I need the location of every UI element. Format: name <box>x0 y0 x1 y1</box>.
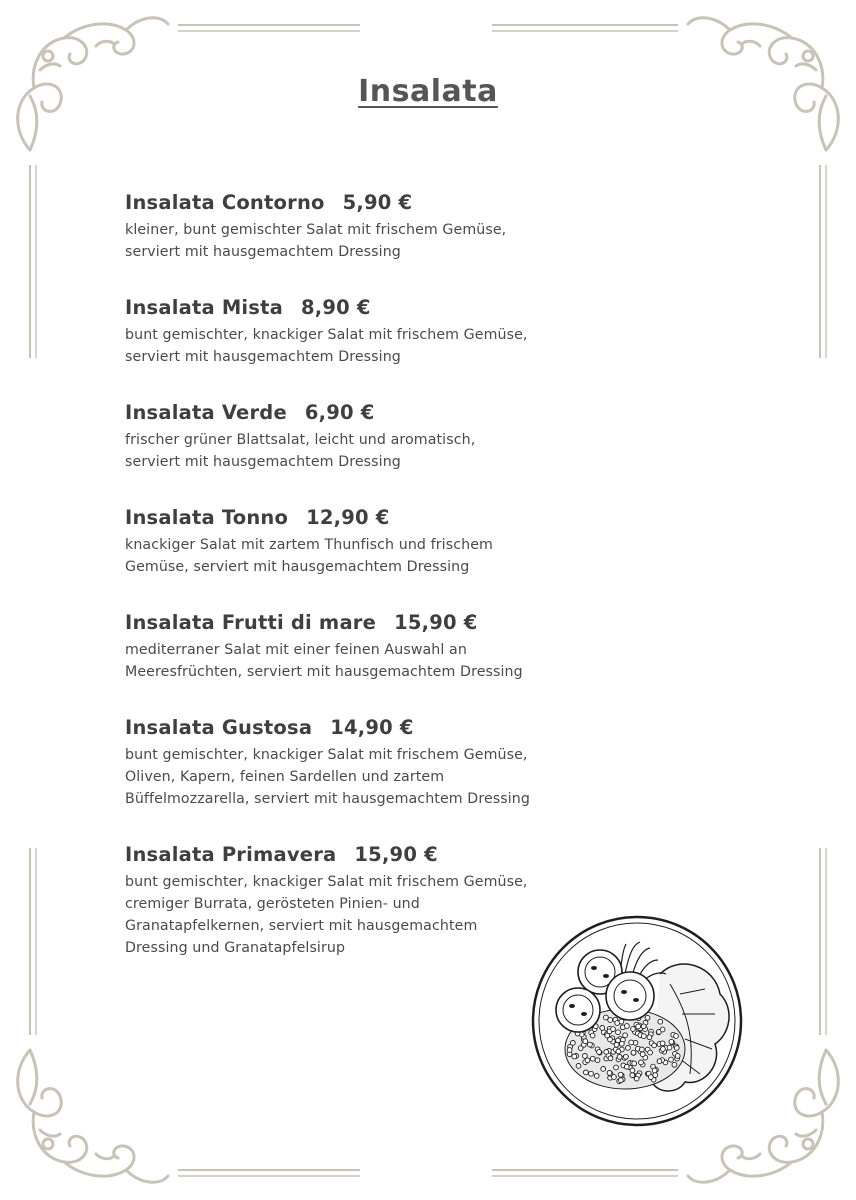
menu-item <box>125 503 585 578</box>
grain-dot <box>618 1072 623 1077</box>
menu-item-description <box>125 639 585 683</box>
grain-dot <box>608 1056 613 1061</box>
grain-dot <box>641 1024 646 1029</box>
grain-dot <box>576 1064 581 1069</box>
description-line: frischer grüner Blattsalat, leicht und aromatisch, <box>125 432 476 448</box>
grain-dot <box>623 1033 628 1038</box>
menu-item <box>125 840 585 959</box>
grain-dot <box>669 1057 674 1062</box>
grain-dot <box>588 1042 593 1047</box>
grain-dot <box>634 1076 639 1081</box>
grain-dot <box>616 1030 621 1035</box>
menu-item-name: Insalata Contorno <box>125 191 325 214</box>
grain-dot <box>597 1050 602 1055</box>
grain-dot <box>571 1041 576 1046</box>
grain-dot <box>624 1064 629 1069</box>
grain-dot <box>590 1056 595 1061</box>
description-line: serviert mit hausgemachtem Dressing <box>125 454 401 470</box>
grain-dot <box>595 1058 600 1063</box>
grain-dot <box>647 1035 652 1040</box>
grain-dot <box>658 1019 663 1024</box>
corner-ornament-bottom-left <box>18 1050 168 1182</box>
grain-dot <box>583 1054 588 1059</box>
menu-item <box>125 293 585 368</box>
grain-dot <box>675 1054 680 1059</box>
menu-item <box>125 713 585 810</box>
menu-item-description <box>125 534 585 578</box>
menu-item-name: Insalata Primavera <box>125 843 337 866</box>
grain-dot <box>661 1047 666 1052</box>
grain-dot <box>589 1071 594 1076</box>
grain-dot <box>652 1068 657 1073</box>
description-line: mediterraner Salat mit einer feinen Auswahl an <box>125 642 467 658</box>
description-line: Gemüse, serviert mit hausgemachtem Dressing <box>125 559 470 575</box>
menu-item-description <box>125 219 585 263</box>
description-line: Meeresfrüchten, serviert mit hausgemachtem Dressing <box>125 664 523 680</box>
grain-dot <box>618 1078 623 1083</box>
grain-dot <box>584 1070 589 1075</box>
grain-dot <box>611 1027 616 1032</box>
menu-item-description <box>125 871 585 959</box>
grain-dot <box>608 1037 613 1042</box>
grain-dot <box>657 1059 662 1064</box>
grain-dot <box>630 1068 635 1073</box>
grain-dot <box>612 1075 617 1080</box>
grain-dot <box>631 1027 636 1032</box>
grain-dot <box>567 1048 572 1053</box>
menu-item-price: 5,90 € <box>342 191 413 214</box>
menu-item-price: 14,90 € <box>330 716 414 739</box>
menu-item-name: Insalata Verde <box>125 401 287 424</box>
grain-dot <box>636 1024 641 1029</box>
grain-dot <box>594 1074 599 1079</box>
grain-dot <box>614 1065 619 1070</box>
menu-item-price: 15,90 € <box>354 843 438 866</box>
grain-dot <box>616 1049 621 1054</box>
menu-item-heading <box>125 840 585 870</box>
description-line: bunt gemischter, knackiger Salat mit frischem Gemüse, <box>125 874 528 890</box>
grain-dot <box>669 1039 674 1044</box>
description-line: bunt gemischter, knackiger Salat mit frischem Gemüse, <box>125 327 528 343</box>
grain-dot <box>583 1039 588 1044</box>
grain-dot <box>608 1018 613 1023</box>
grain-dot <box>645 1015 650 1020</box>
description-line: Granatapfelkernen, serviert mit hausgemachtem <box>125 918 478 934</box>
grain-dot <box>617 1055 622 1060</box>
grain-dot <box>674 1034 679 1039</box>
grain-dot <box>631 1050 636 1055</box>
menu-item-price: 12,90 € <box>306 506 390 529</box>
menu-item-heading <box>125 713 585 743</box>
description-line: cremiger Burrata, gerösteten Pinien- und <box>125 896 420 912</box>
grain-dot <box>572 1054 577 1059</box>
description-line: Dressing und Granatapfelsirup <box>125 940 346 956</box>
description-line: kleiner, bunt gemischter Salat mit frischem Gemüse, <box>125 222 507 238</box>
menu-item-name: Insalata Mista <box>125 296 283 319</box>
grain-dot <box>667 1045 672 1050</box>
grain-dot <box>625 1024 630 1029</box>
menu-list <box>125 188 585 989</box>
menu-item-name: Insalata Tonno <box>125 506 289 529</box>
grain-dot <box>619 1019 624 1024</box>
menu-item-price: 15,90 € <box>394 611 478 634</box>
description-line: bunt gemischter, knackiger Salat mit frischem Gemüse, <box>125 747 528 763</box>
menu-item-heading <box>125 503 585 533</box>
menu-item-heading <box>125 188 585 218</box>
menu-item-name: Insalata Gustosa <box>125 716 313 739</box>
page-title: Insalata <box>358 74 498 109</box>
grain-dot <box>652 1043 657 1048</box>
grain-dot <box>630 1073 635 1078</box>
menu-item-price: 6,90 € <box>304 401 375 424</box>
grain-dot <box>641 1034 646 1039</box>
menu-item-description <box>125 429 585 473</box>
description-line: serviert mit hausgemachtem Dressing <box>125 244 401 260</box>
menu-item <box>125 188 585 263</box>
menu-item <box>125 608 585 683</box>
grain-dot <box>590 1033 595 1038</box>
grain-dot <box>626 1046 631 1051</box>
grain-dot <box>614 1042 619 1047</box>
menu-item-heading <box>125 293 585 323</box>
grain-dot <box>601 1067 606 1072</box>
menu-item-description <box>125 324 585 368</box>
grain-dot <box>624 1054 629 1059</box>
menu-item-heading <box>125 608 585 638</box>
grain-dot <box>600 1026 605 1031</box>
menu-item-price: 8,90 € <box>301 296 371 319</box>
grain-dot <box>648 1075 653 1080</box>
description-line: knackiger Salat mit zartem Thunfisch und frischem <box>125 537 493 553</box>
description-line: serviert mit hausgemachtem Dressing <box>125 349 401 365</box>
menu-item-description <box>125 744 585 810</box>
grain-dot <box>639 1060 644 1065</box>
menu-item-name: Insalata Frutti di mare <box>125 611 377 634</box>
grain-dot <box>629 1040 634 1045</box>
grain-dot <box>640 1047 645 1052</box>
menu-item <box>125 398 585 473</box>
description-line: Büffelmozzarella, serviert mit hausgemachtem Dressing <box>125 791 531 807</box>
description-line: Oliven, Kapern, feinen Sardellen und zartem <box>125 769 445 785</box>
grain-dot <box>607 1071 612 1076</box>
menu-item-heading <box>125 398 585 428</box>
grain-dot <box>585 1058 590 1063</box>
grain-dot <box>619 1041 624 1046</box>
grain-dot <box>660 1041 665 1046</box>
grain-dot <box>604 1050 609 1055</box>
grain-dot <box>632 1061 637 1066</box>
grain-dot <box>674 1046 679 1051</box>
grain-dot <box>640 1052 645 1057</box>
grain-dot <box>648 1050 653 1055</box>
grain-dot <box>660 1027 665 1032</box>
salad-plate-icon <box>530 914 744 1128</box>
grain-dot <box>672 1062 677 1067</box>
